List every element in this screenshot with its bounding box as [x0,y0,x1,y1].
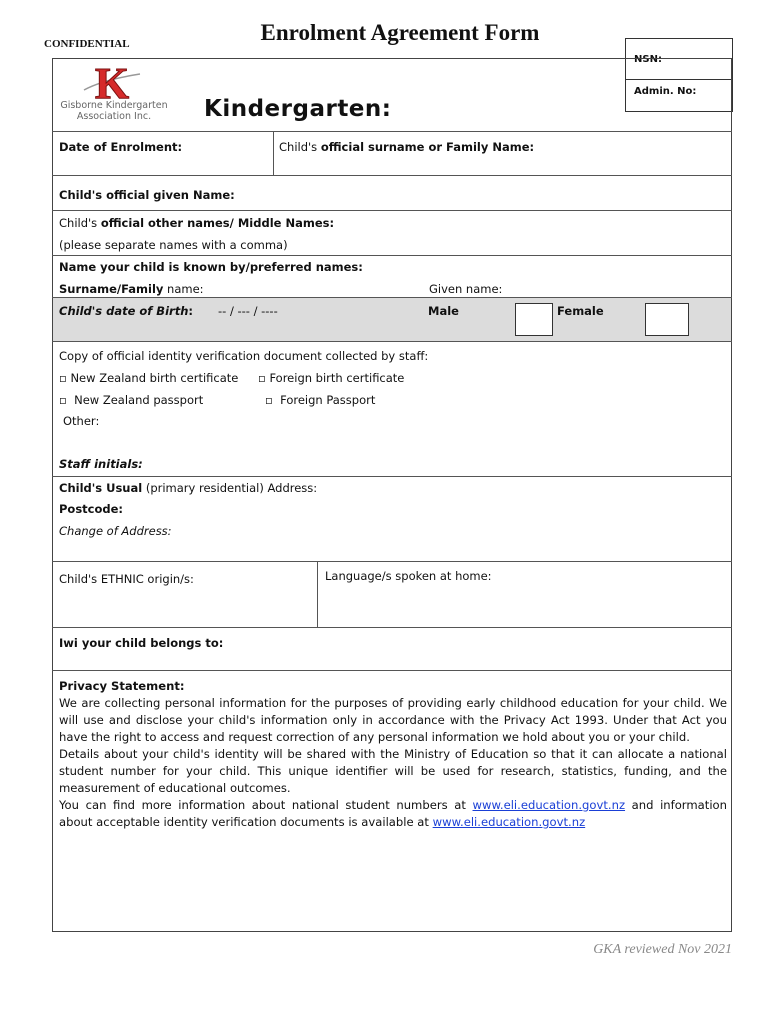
checkbox-icon[interactable]: ▫ [258,371,266,385]
usual-address-bold: Child's Usual [59,481,143,495]
option-foreign-passport[interactable] [265,393,375,407]
dob-label [59,304,193,318]
preferred-names-label: Name your child is known by/preferred names: [59,260,363,274]
privacy-paragraph-3 [59,797,727,831]
male-checkbox[interactable] [515,303,553,336]
male-label: Male [428,304,459,318]
admin-no-label: Admin. No: [634,86,697,97]
logo-org-line2: Association Inc. [76,111,152,122]
usual-address-rest: (primary residential) Address: [142,481,318,495]
dob-colon: : [188,304,193,318]
preferred-surname-suffix: name: [163,282,204,296]
identity-other-field[interactable]: Other: [63,414,100,428]
other-names-prefix: Child's [59,216,101,230]
divider [273,131,274,175]
option-nz-passport-label: New Zealand passport [74,393,204,407]
dob-label-text: Child's date of Birth [59,304,189,318]
checkbox-icon[interactable]: ▫ [59,393,67,407]
divider [52,175,732,176]
privacy-p3-middle: and information about acceptable identity verification documents is available at [59,798,727,829]
option-nz-birth-certificate[interactable] [59,371,238,385]
checkbox-icon[interactable]: ▫ [265,393,273,407]
option-foreign-birth-certificate[interactable] [258,371,404,385]
svg-text:K: K [94,60,130,102]
change-of-address-field[interactable]: Change of Address: [59,524,172,538]
confidential-label: CONFIDENTIAL [44,38,130,50]
given-name-field[interactable]: Child's official given Name: [59,188,235,202]
usual-address-field[interactable] [59,481,317,495]
other-names-label: official other names/ Middle Names: [100,216,335,230]
eli-link-2[interactable]: www.eli.education.govt.nz [432,815,586,829]
privacy-heading: Privacy Statement: [59,679,185,693]
option-nz-birth-label: New Zealand birth certificate [70,371,239,385]
divider [52,670,732,671]
form-title: Enrolment Agreement Form [260,20,540,45]
divider [52,210,732,211]
official-surname-prefix: Child's [279,140,321,154]
privacy-statement [59,678,727,831]
preferred-surname-field[interactable] [59,282,204,296]
language-spoken-field[interactable]: Language/s spoken at home: [325,569,492,583]
kindergarten-label: Kindergarten: [204,96,392,122]
divider [52,476,732,477]
eli-link-1[interactable]: www.eli.education.govt.nz [472,798,626,812]
checkbox-icon[interactable]: ▫ [59,371,67,385]
logo-org-name [60,100,168,122]
nsn-label: NSN: [634,54,662,65]
option-foreign-passport-label: Foreign Passport [280,393,376,407]
preferred-given-field[interactable]: Given name: [429,282,503,296]
logo-k-icon [82,60,142,102]
official-surname-field[interactable] [279,140,534,154]
female-checkbox[interactable] [645,303,689,336]
review-footer: GKA reviewed Nov 2021 [593,942,732,957]
privacy-paragraph-2: Details about your child's identity will be shared with the Ministry of Education so that it can allocate a national student number for your child. This unique identifier will be used for research, statistics, funding, and the measurement of educational outcomes. [59,747,727,795]
other-names-note: (please separate names with a comma) [59,238,288,252]
identity-heading: Copy of official identity verification document collected by staff: [59,349,429,363]
ethnic-origin-field[interactable]: Child's ETHNIC origin/s: [59,572,194,586]
logo-org-line1: Gisborne Kindergarten [60,100,168,111]
divider [52,131,732,132]
official-surname-label: official surname or Family Name: [320,140,535,154]
divider [52,627,732,628]
date-of-enrolment-field[interactable]: Date of Enrolment: [59,140,183,154]
logo [82,60,142,102]
iwi-field[interactable]: Iwi your child belongs to: [59,636,224,650]
privacy-paragraph-1: We are collecting personal information for the purposes of providing early childhood education for your child. We will use and disclose your child's information only in accordance with the Privacy Act 1993. Under that Act you have the right to access and request correction of any personal information we hold about you or your child. [59,696,727,744]
dob-input[interactable]: -- / --- / ---- [218,304,278,318]
option-foreign-birth-label: Foreign birth certificate [269,371,405,385]
divider [52,255,732,256]
privacy-p3-start: You can find more information about national student numbers at [59,798,473,812]
divider [52,561,732,562]
divider [52,341,732,342]
divider [52,297,732,298]
other-names-field[interactable] [59,216,334,230]
postcode-field[interactable]: Postcode: [59,502,124,516]
divider [317,561,318,627]
option-nz-passport[interactable] [59,393,203,407]
preferred-surname-label: Surname/Family [59,282,164,296]
female-label: Female [557,304,604,318]
staff-initials-field[interactable]: Staff initials: [59,457,143,471]
